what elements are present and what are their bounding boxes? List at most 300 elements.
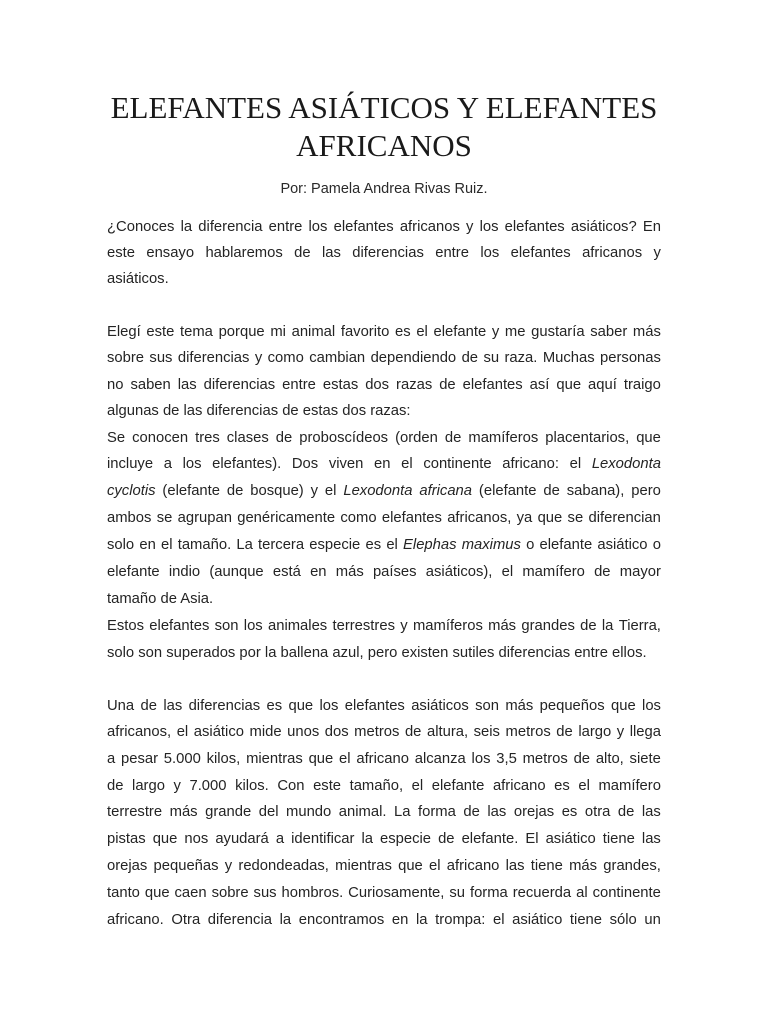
body-word: en [139,537,156,553]
body-word: (elefante [162,483,220,499]
body-word: más [169,804,198,820]
body-word: ayudará [215,831,269,847]
body-word: Estos [107,618,145,634]
body-word: proboscídeos [299,430,389,446]
body-word: la [279,912,292,928]
body-word: las [321,245,341,261]
body-word: el [161,537,173,553]
body-text-line [107,508,661,528]
body-word: la [601,618,614,634]
body-word: en [391,912,409,928]
body-text-segment: algunas de las diferencias de estas dos razas: [107,403,411,419]
body-word: las [163,698,183,714]
body-text-line [107,481,661,501]
body-word: más [335,564,364,580]
body-word: a [107,751,116,767]
body-word: 3,5 [496,751,517,767]
body-word: terrestres [332,618,395,634]
body-word: mayor [619,564,661,580]
body-word: placentarios, [545,430,630,446]
body-word: el [578,778,590,794]
body-word: de [594,564,611,580]
body-word: las [641,831,661,847]
body-text-segment: asiáticos. [107,271,169,287]
body-word: el [176,724,189,740]
body-word: este [107,245,135,261]
body-word: mientras [246,751,303,767]
body-word: encontramos [298,912,385,928]
body-word: africano. [107,912,164,928]
body-word: tres [195,430,220,446]
body-text-line [107,269,661,289]
body-word: alcanza [414,751,466,767]
body-word: Lexodonta [591,456,661,472]
body-word: africano [446,858,500,874]
body-word: forma [418,804,456,820]
body-word: son [214,618,239,634]
body-word: Lexodonta [343,483,413,499]
body-word: grande [205,804,252,820]
body-word: en [374,456,391,472]
body-word: (elefante [478,483,537,499]
body-text-line [107,375,661,395]
body-word: animal [291,324,336,340]
body-word: los [642,698,661,714]
body-word: africano [492,778,546,794]
body-word: y [616,724,625,740]
body-word: no [107,377,124,393]
body-word: elefante [431,778,485,794]
body-word: kilos, [206,751,241,767]
body-word: los [243,618,263,634]
body-word: caen [174,885,207,901]
body-word: metros [522,751,568,767]
body-word: y [310,483,319,499]
body-word: Tierra, [618,618,661,634]
body-word: el [429,858,441,874]
body-word: que [398,858,423,874]
body-word: africanos [399,219,460,235]
body-word: recuerda [512,885,572,901]
body-text-segment: tamaño de Asia. [107,591,214,607]
body-word: trompa: [435,912,486,928]
body-word: hablaremos [205,245,283,261]
body-text-segment: solo son superados por la ballena azul, pero existen sutiles diferencias entre ellos. [107,645,647,661]
body-word: como [267,350,304,366]
document-title-line-1: ELEFANTES ASIÁTICOS Y ELEFANTES [110,90,658,125]
body-word: mamífero [522,564,585,580]
body-word: bosque) [250,483,304,499]
body-text-line [107,696,661,716]
body-word: o [526,537,535,553]
body-word: pequeños [539,698,605,714]
body-word: se [156,510,173,526]
body-word: tamaño. [177,537,232,553]
body-word: animal. [338,804,387,820]
body-word: conocen [132,430,189,446]
body-word: como [340,510,377,526]
body-word: pequeñas [153,858,219,874]
body-text-line [107,616,661,636]
body-text-line [107,322,661,342]
body-word: Elegí [107,324,141,340]
body-word: el [492,912,505,928]
document-title-line-2: AFRICANOS [296,128,472,163]
body-word: africana [419,483,473,499]
body-text-line [107,829,661,849]
body-word: el [386,537,398,553]
body-word: indio [168,564,201,580]
body-word: su [449,885,465,901]
body-word: aquí [588,377,617,393]
body-text-line [107,428,661,448]
body-word: sólo [609,912,637,928]
body-word: de [275,430,293,446]
body-word: los [319,698,339,714]
body-word: asiático [545,831,596,847]
body-word: dos [324,724,349,740]
body-word: orejas [513,804,555,820]
body-word: es [266,698,283,714]
body-word: este [146,324,175,340]
body-word: tamaño, [349,778,404,794]
body-word: sus [253,885,277,901]
body-word: y [400,618,408,634]
body-word: personas [600,350,661,366]
body-word: y [466,219,474,235]
body-word: diferencias [188,698,261,714]
body-word: elefantes [149,618,210,634]
body-word: mundo [286,804,332,820]
body-word: los [480,245,500,261]
author-byline: Por: Pamela Andrea Rivas Ruiz. [280,181,488,197]
body-text-line [107,217,661,237]
body-word: y [224,858,233,874]
body-word: más [488,618,517,634]
body-word: es [395,324,411,340]
body-word: pesar [121,751,159,767]
body-word: entre [282,377,316,393]
body-word: la [361,831,373,847]
body-word: elefantes [504,219,565,235]
body-text-line [107,749,661,769]
body-word: grandes [521,618,575,634]
body-word: africanos, [447,510,512,526]
body-word: que [152,831,178,847]
body-word: alto, [595,751,624,767]
body-word: tiene [530,858,563,874]
body-word: La [236,537,253,553]
body-word: el [501,564,514,580]
body-word: su [483,350,500,366]
body-word: otra [584,804,611,820]
body-word: que [636,430,661,446]
body-word: elefante [539,537,593,553]
body-word: de [543,483,560,499]
body-word: la [416,912,428,928]
body-word: así [529,377,550,393]
body-word: cyclotis [107,483,156,499]
body-word: animales [267,618,328,634]
body-word: 7.000 [189,778,227,794]
body-word: africano: [502,456,560,472]
body-word: se [567,510,584,526]
body-word: altura, [426,724,469,740]
body-word: largo [132,778,165,794]
body-word: a [275,831,285,847]
body-word: de [617,804,635,820]
body-word: Curiosamente, [348,885,445,901]
body-word: metros [354,724,400,740]
body-word: que [308,751,334,767]
body-word: mide [249,724,282,740]
body-word: maximus [461,537,521,553]
body-text-line [107,722,661,742]
body-word: elefante [107,564,160,580]
body-word: es [554,778,570,794]
body-word: de [404,724,422,740]
body-word: las [487,804,507,820]
body-word: los [182,456,202,472]
body-word: las [177,377,197,393]
body-word: especie [380,831,432,847]
body-word: africanos [582,245,643,261]
body-word: o [652,537,661,553]
body-word: orejas [107,858,148,874]
body-word: entre [268,219,303,235]
body-word: solo [107,537,135,553]
body-word: que [288,698,314,714]
body-word: favorito [340,324,390,340]
body-word: de [439,377,456,393]
body-word: traigo [623,377,661,393]
body-word: asiático [512,912,563,928]
body-text-line [107,883,661,903]
body-word: ensayo [146,245,195,261]
body-word: elefantes [510,245,571,261]
body-word: Se [107,430,126,446]
body-word: asiático [193,724,244,740]
body-word: asiático [597,537,648,553]
body-word: ya [516,510,533,526]
body-word: un [644,912,661,928]
body-word: tema [180,324,213,340]
body-word: me [504,324,526,340]
body-word: y [173,778,181,794]
body-word: sobre [107,350,145,366]
body-word: diferencia [198,219,263,235]
body-word: elefantes [344,698,405,714]
body-word: razas [396,377,433,393]
body-word: son [475,698,499,714]
body-text-line [107,348,661,368]
body-text-line [107,454,661,474]
body-word: hombros. [281,885,344,901]
body-word: en [310,564,327,580]
body-word: más [569,858,598,874]
body-word: de [140,698,157,714]
body-word: pistas [107,831,146,847]
body-word: terrestre [107,804,163,820]
body-text-line [107,589,661,609]
body-word: (orden [395,430,438,446]
body-word: genéricamente [237,510,336,526]
body-word: porque [218,324,265,340]
body-word: de [461,350,479,366]
body-word: forma [469,885,508,901]
body-word: tanto [107,885,140,901]
body-word: más [632,324,661,340]
body-word: identificar [291,831,355,847]
body-text-line [107,243,661,263]
body-word: siete [629,751,661,767]
body-word: Una [107,698,135,714]
body-word: mientras [335,858,392,874]
body-text-line [107,643,661,663]
body-word: metros [505,724,551,740]
body-word: africano [356,751,409,767]
body-word: redondeadas, [238,858,329,874]
body-word: el [416,324,428,340]
body-word: el [569,456,582,472]
body-word: que [144,885,170,901]
body-word: de [444,430,462,446]
body-word: el [411,778,424,794]
body-word: continente [592,885,661,901]
body-word: que [610,698,636,714]
body-word: Dos [291,456,319,472]
body-word: (aunque [209,564,264,580]
body-word: de [294,245,311,261]
body-word: dos [365,377,390,393]
body-word: mamífero [598,778,661,794]
body-word: saben [130,377,171,393]
body-word: La [394,804,411,820]
body-word: las [505,858,525,874]
body-text-line [107,802,661,822]
body-word: nos [184,831,209,847]
body-word: mi [270,324,286,340]
body-word: incluye [107,456,154,472]
body-word: el [339,751,351,767]
body-word: diferencia [207,912,272,928]
body-word: Muchas [542,350,595,366]
body-word: ¿Conoces [107,219,175,235]
body-word: las [641,804,661,820]
body-word: asiáticos [411,698,469,714]
body-text-line [107,535,661,555]
body-word: asiáticos), [425,564,493,580]
body-word: elefante. [461,831,519,847]
body-word: el [324,483,337,499]
body-word: El [525,831,539,847]
body-word: los [471,751,491,767]
body-word: elefante [433,324,487,340]
body-word: y [491,324,500,340]
body-word: diferencias [203,377,276,393]
body-word: En [642,219,661,235]
body-word: agrupan [177,510,232,526]
body-word: es [365,537,382,553]
body-word: kilos. [235,778,269,794]
body-text-line [107,910,661,930]
body-word: unos [287,724,320,740]
body-word: Otra [171,912,201,928]
body-word: saber [590,324,628,340]
body-word: entre [435,245,469,261]
body-word: sus [149,350,173,366]
body-word: especie [309,537,361,553]
body-word: diferencias [352,245,424,261]
body-word: tiene [602,831,635,847]
body-word: este [313,778,342,794]
body-word: elefantes [333,219,394,235]
body-word: seis [473,724,500,740]
body-word: países [372,564,417,580]
body-word: que [556,377,582,393]
body-word: llega [629,724,661,740]
body-word: la [180,219,193,235]
body-word: diferencias [177,350,250,366]
body-word: cambian [309,350,366,366]
body-word: largo [578,724,612,740]
body-word: de [226,483,244,499]
body-word: está [272,564,301,580]
body-word: los [308,219,328,235]
body-word: viven [328,456,364,472]
body-word: y [254,350,263,366]
body-text-line [107,776,661,796]
body-word: gustaría [531,324,585,340]
body-word: elefantes [381,510,442,526]
body-word: del [258,804,279,820]
body-word: ambos [107,510,152,526]
body-word: grandes, [603,858,661,874]
body-word: sobre [211,885,249,901]
body-word: mamíferos [412,618,483,634]
body-word: al [576,885,588,901]
body-word: Con [277,778,305,794]
body-word: dependiendo [370,350,457,366]
body-word: asiáticos? [570,219,637,235]
body-word: de [573,751,591,767]
body-word: raza. [504,350,538,366]
body-word: diferencian [588,510,661,526]
body-word: es [561,804,578,820]
body-word: africanos, [107,724,172,740]
body-word: y [653,245,661,261]
body-word: a [163,456,172,472]
body-word: el [401,456,413,472]
body-word: que [537,510,563,526]
body-word: de [580,618,597,634]
body-word: clases [226,430,269,446]
body-word: de [556,724,573,740]
body-word: mamíferos [468,430,539,446]
body-word: elefantes). [212,456,282,472]
body-word: Elephas [403,537,457,553]
body-word: tercera [258,537,305,553]
body-word: de [438,831,455,847]
body-word: tiene [569,912,603,928]
body-word: 5.000 [163,751,201,767]
body-word: pero [631,483,661,499]
body-word: los [479,219,499,235]
body-word: de [463,804,480,820]
body-word: de [107,778,124,794]
body-word: elefantes [462,377,523,393]
body-word: estas [322,377,359,393]
